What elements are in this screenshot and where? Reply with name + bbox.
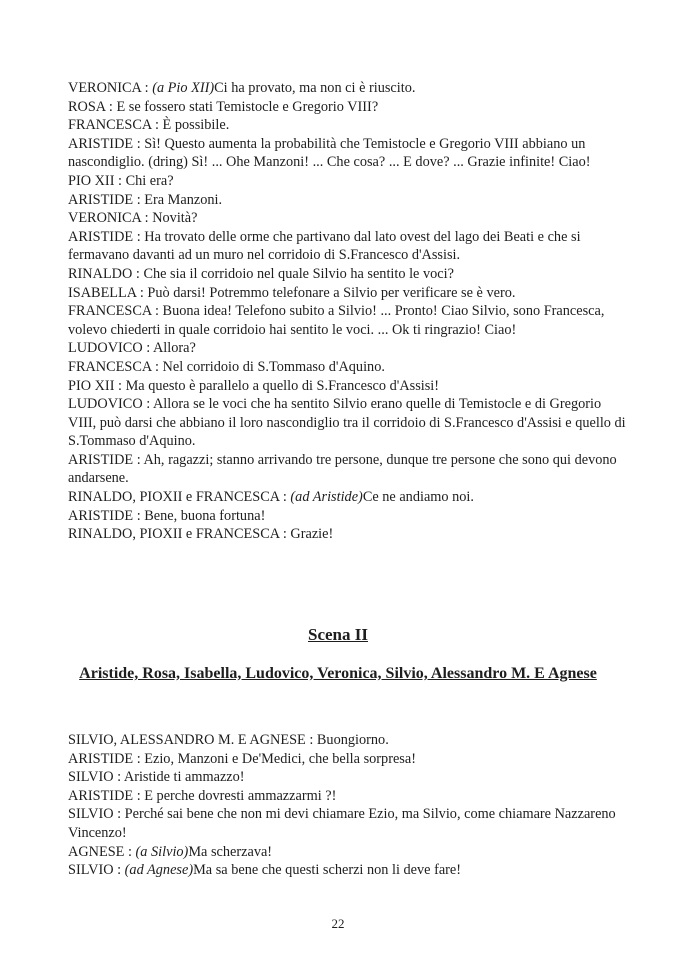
dialogue-line: ARISTIDE : Era Manzoni. bbox=[68, 191, 223, 208]
dialogue-block-1 bbox=[68, 79, 628, 544]
page-number: 22 bbox=[331, 916, 345, 931]
dialogue-line: ARISTIDE : Bene, buona fortuna! bbox=[68, 507, 266, 524]
dialogue-line: ROSA : E se fossero stati Temistocle e Gregorio VIII? bbox=[68, 98, 379, 115]
dialogue-line: AGNESE : (a Silvio)Ma scherzava! bbox=[68, 843, 273, 860]
dialogue-block-2 bbox=[68, 731, 628, 880]
dialogue-line: ARISTIDE : E perche dovresti ammazzarmi ?! bbox=[68, 787, 337, 804]
dialogue-line: SILVIO : (ad Agnese)Ma sa bene che questi scherzi non li deve fare! bbox=[68, 862, 462, 879]
dialogue-line: VERONICA : Novità? bbox=[68, 210, 198, 227]
dialogue-line: RINALDO, PIOXII e FRANCESCA : (ad Aristide)Ce ne andiamo noi. bbox=[68, 489, 474, 506]
dialogue-line: ARISTIDE : Ah, ragazzi; stanno arrivando tre persone, dunque tre persone che sono qui devono andarsene. bbox=[68, 451, 617, 487]
dialogue-line: SILVIO : Aristide ti ammazzo! bbox=[68, 769, 245, 786]
dialogue-line: LUDOVICO : Allora? bbox=[68, 340, 196, 357]
dialogue-line: LUDOVICO : Allora se le voci che ha sentito Silvio erano quelle di Temistocle e di Gregorio VIII, può darsi che abbiano il loro nascondiglio tra il corridoio di S.Francesco d'Assisi e quello di S.Tommaso d'Aquino. bbox=[68, 396, 626, 450]
dialogue-line: SILVIO : Perché sai bene che non mi devi chiamare Ezio, ma Silvio, come chiamare Nazzareno Vincenzo! bbox=[68, 806, 616, 841]
dialogue-line: PIO XII : Ma questo è parallelo a quello di S.Francesco d'Assisi! bbox=[68, 377, 440, 394]
stage-direction: (ad Aristide) bbox=[290, 489, 363, 506]
dialogue-line: RINALDO, PIOXII e FRANCESCA : Grazie! bbox=[68, 526, 334, 543]
dialogue-line: ARISTIDE : Sì! Questo aumenta la probabilità che Temistocle e Gregorio VIII abbiano un nascondiglio. (dring) Sì! ... Ohe Manzoni! ... Che cosa? ... E dove? ... Grazie infinite! Ciao! bbox=[68, 135, 591, 171]
scene-title: Scena II bbox=[308, 625, 368, 644]
stage-direction: (a Pio XII) bbox=[152, 80, 215, 96]
stage-direction: (a Silvio) bbox=[135, 843, 189, 860]
stage-direction: (ad Agnese) bbox=[124, 862, 194, 879]
dialogue-line: RINALDO : Che sia il corridoio nel quale Silvio ha sentito le voci? bbox=[68, 265, 454, 282]
dialogue-line: FRANCESCA : Buona idea! Telefono subito a Silvio! ... Pronto! Ciao Silvio, sono Francesca, volevo chiederti in quale corridoio hai sentito le voci. ... Ok ti ringrazio! Ciao! bbox=[68, 303, 605, 338]
dialogue-line: PIO XII : Chi era? bbox=[68, 172, 174, 189]
dialogue-line: FRANCESCA : Nel corridoio di S.Tommaso d'Aquino. bbox=[68, 358, 385, 375]
dialogue-line: ARISTIDE : Ezio, Manzoni e De'Medici, che bella sorpresa! bbox=[68, 750, 416, 767]
dialogue-line: VERONICA : (a Pio XII)Ci ha provato, ma non ci è riuscito. bbox=[68, 80, 416, 96]
dialogue-line: ARISTIDE : Ha trovato delle orme che partivano dal lato ovest del lago dei Beati e che si fermavano davanti ad un muro nel corridoio di S.Francesco d'Assisi. bbox=[68, 228, 581, 264]
dialogue-line: SILVIO, ALESSANDRO M. E AGNESE : Buongiorno. bbox=[68, 732, 389, 748]
dialogue-line: ISABELLA : Può darsi! Potremmo telefonare a Silvio per verificare se è vero. bbox=[68, 284, 516, 301]
dialogue-line: FRANCESCA : È possibile. bbox=[68, 117, 230, 134]
scene-characters: Aristide, Rosa, Isabella, Ludovico, Veronica, Silvio, Alessandro M. E Agnese bbox=[79, 665, 597, 682]
